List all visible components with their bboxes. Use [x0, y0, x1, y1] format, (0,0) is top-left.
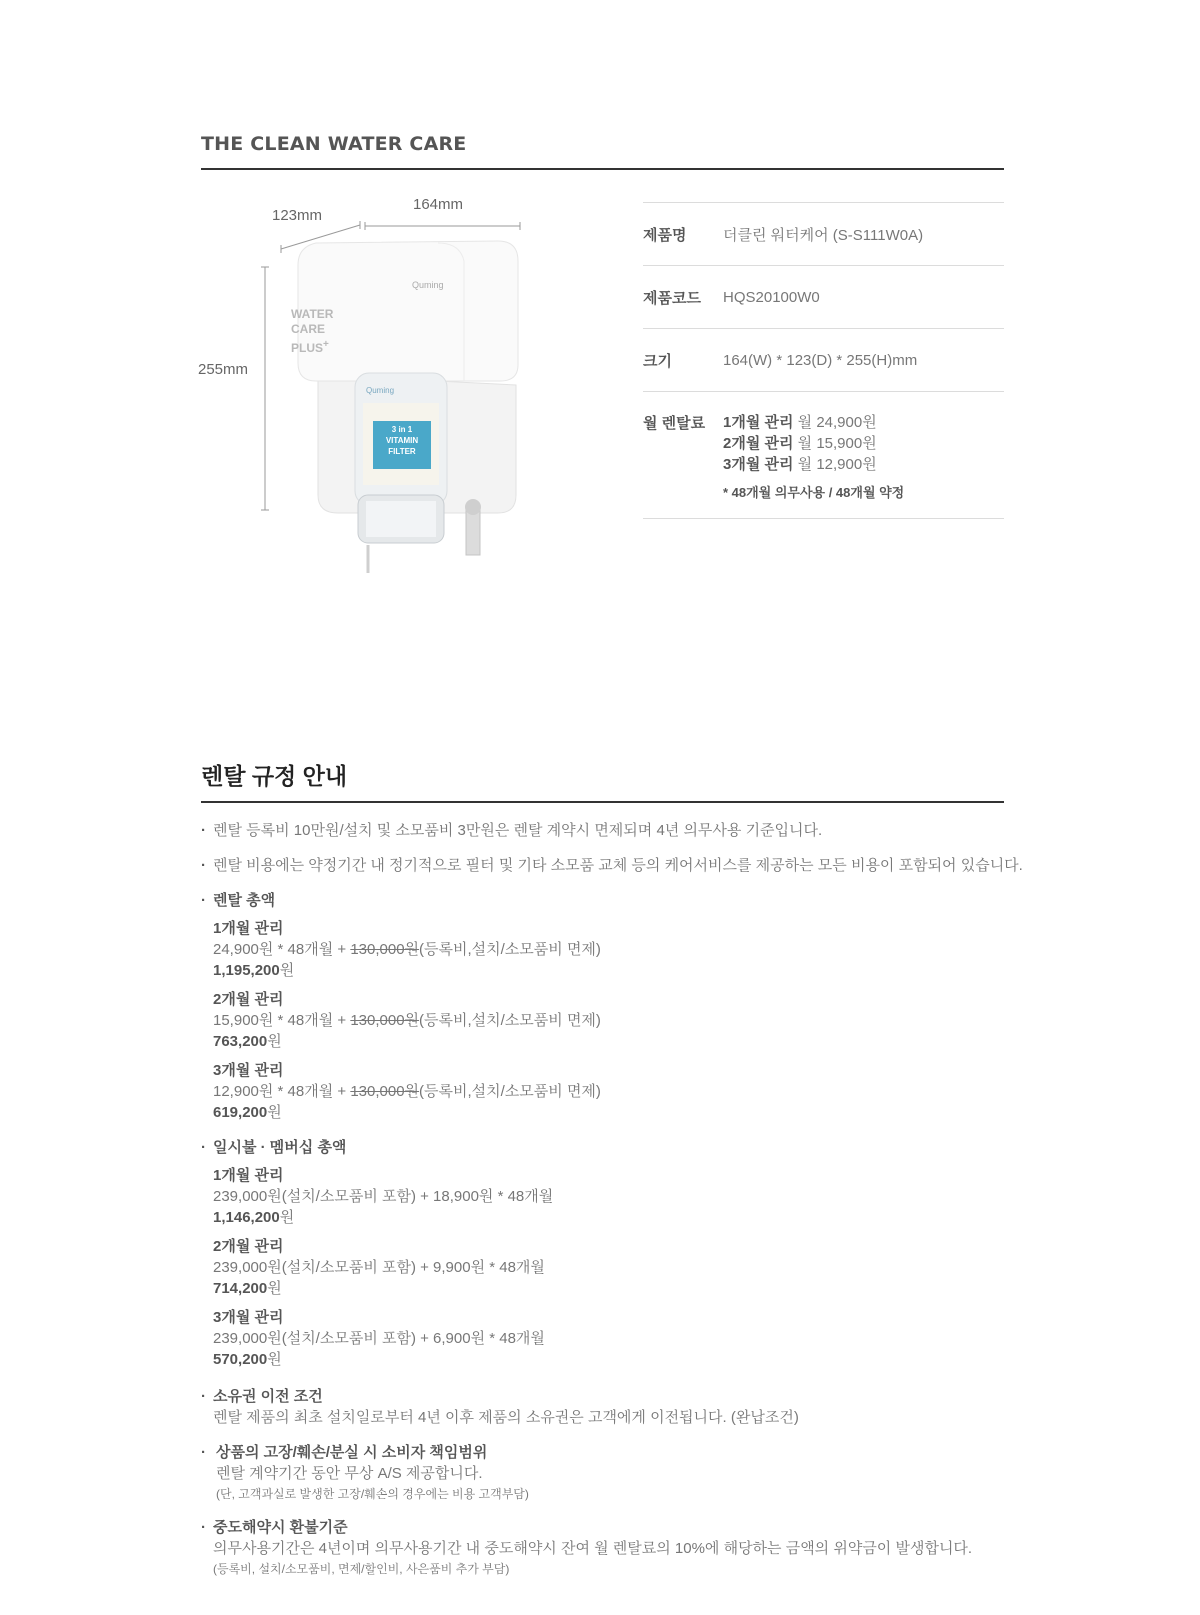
spec-value: 164(W) * 123(D) * 255(H)mm [723, 351, 918, 369]
spec-row-size [643, 328, 1004, 391]
liability-note: (단, 고객과실로 발생한 고장/훼손의 경우에는 비용 고객부담) [216, 1487, 529, 1501]
rental-rules [201, 820, 1023, 1580]
product-image [198, 195, 548, 575]
rent-note: * 48개월 의무사용 / 48개월 약정 [723, 485, 905, 500]
lump-plan-1: 1개월 관리 239,000원(설치/소모품비 포함) + 18,900원 * 48개월 1,146,200원 [213, 1167, 554, 1226]
width-dimension: 164mm [413, 196, 464, 213]
title-divider [201, 168, 1004, 170]
device-brand-label: Quming [412, 280, 444, 290]
rule-heading: · 렌탈 총액 [201, 890, 1004, 911]
spec-table [643, 202, 1004, 519]
rule-heading: · 소유권 이전 조건 [201, 1386, 1004, 1407]
spec-label: 제품명 [643, 226, 687, 244]
rental-plan-1: 1개월 관리 24,900원 * 48개월 + 130,000원(등록비,설치/소모품비 면제) 1,195,200원 [213, 920, 601, 979]
spec-row-rent [643, 391, 1004, 519]
liability-text: 렌탈 계약기간 동안 무상 A/S 제공합니다. [216, 1465, 483, 1482]
rule-item: · 렌탈 비용에는 약정기간 내 정기적으로 필터 및 기타 소모품 교체 등의 케어서비스를 제공하는 모든 비용이 포함되어 있습니다. [201, 855, 1004, 876]
depth-dimension: 123mm [272, 207, 323, 224]
rent-price-3: 3개월 관리 월 12,900원 [723, 456, 877, 473]
rent-price-2: 2개월 관리 월 15,900원 [723, 435, 877, 452]
spec-row-code [643, 265, 1004, 328]
device-model-label: WATER CARE PLUS+ [291, 307, 334, 355]
rules-divider [201, 801, 1004, 803]
rule-heading: · 중도해약시 환불기준 [201, 1517, 1004, 1538]
rental-rules-title: 렌탈 규정 안내 [201, 763, 348, 789]
spec-label: 월 렌탈료 [643, 415, 706, 432]
height-dimension: 255mm [198, 361, 249, 378]
rule-heading: · 상품의 고장/훼손/분실 시 소비자 책임범위 [201, 1442, 1004, 1463]
water-care-device-illustration [198, 195, 548, 575]
spec-label: 크기 [643, 352, 672, 370]
ownership-text: 렌탈 제품의 최초 설치일로부터 4년 이후 제품의 소유권은 고객에게 이전됩니다. (완납조건) [213, 1409, 799, 1426]
lump-plan-3: 3개월 관리 239,000원(설치/소모품비 포함) + 6,900원 * 48개월 570,200원 [213, 1309, 545, 1368]
filter-label: 3 in 1 VITAMIN FILTER [385, 425, 419, 456]
lump-plan-2: 2개월 관리 239,000원(설치/소모품비 포함) + 9,900원 * 48개월 714,200원 [213, 1238, 545, 1297]
spec-value: 더클린 워터케어 (S-S111W0A) [723, 226, 924, 244]
spec-label: 제품코드 [643, 289, 701, 307]
refund-note: (등록비, 설치/소모품비, 면제/할인비, 사은품비 추가 부담) [213, 1562, 510, 1576]
rule-item: · 렌탈 등록비 10만원/설치 및 소모품비 3만원은 렌탈 계약시 면제되며 4년 의무사용 기준입니다. [201, 820, 1004, 841]
rent-prices [723, 412, 1004, 518]
rule-heading: · 일시불 · 멤버십 총액 [201, 1137, 1004, 1158]
spec-value: HQS20100W0 [723, 288, 820, 306]
refund-text: 의무사용기간은 4년이며 의무사용기간 내 중도해약시 잔여 월 렌탈료의 10%에 해당하는 금액의 위약금이 발생합니다. [213, 1540, 973, 1557]
rental-plan-2: 2개월 관리 15,900원 * 48개월 + 130,000원(등록비,설치/소모품비 면제) 763,200원 [213, 991, 601, 1050]
section-title: THE CLEAN WATER CARE [201, 133, 467, 155]
rent-price-1: 1개월 관리 월 24,900원 [723, 414, 877, 431]
spec-row-name [643, 202, 1004, 265]
rental-plan-3: 3개월 관리 12,900원 * 48개월 + 130,000원(등록비,설치/소모품비 면제) 619,200원 [213, 1062, 601, 1121]
filter-brand-label: Quming [366, 386, 395, 395]
